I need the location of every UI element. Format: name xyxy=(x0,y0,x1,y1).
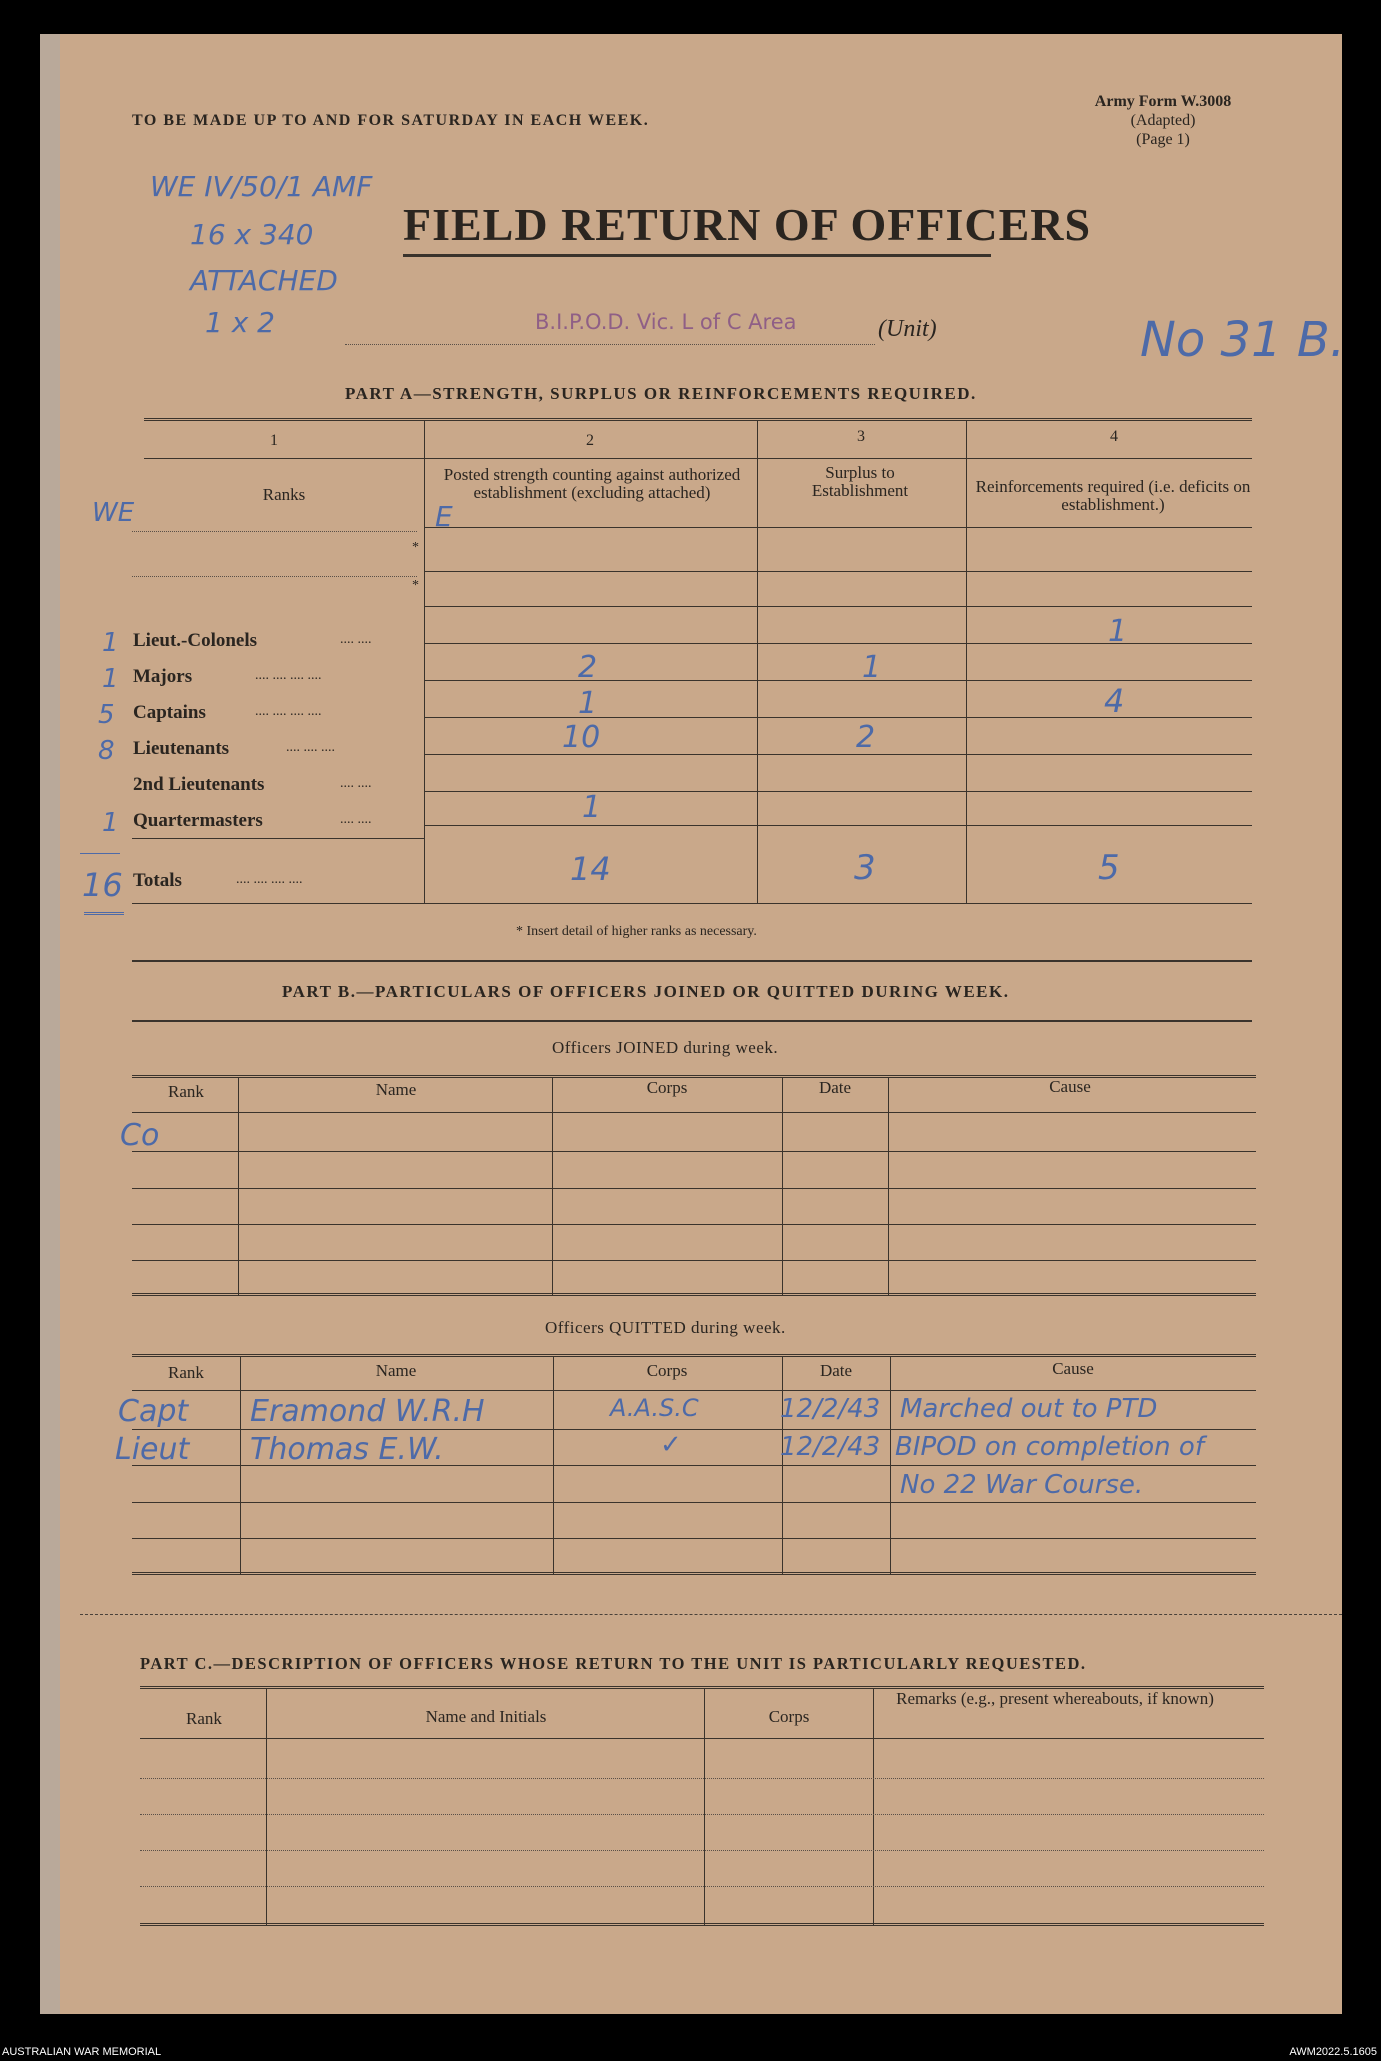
joined-title: Officers JOINED during week. xyxy=(552,1038,779,1057)
footer-accession-number: AWM2022.5.1605 xyxy=(1289,2046,1377,2058)
fold-line xyxy=(80,1614,1342,1615)
quitted-row-line xyxy=(132,1538,1256,1539)
quitted-title: Officers QUITTED during week. xyxy=(545,1318,786,1337)
part-a-row-line xyxy=(424,606,1252,607)
posted-value: 1 xyxy=(582,790,602,825)
unit-label: (Unit) xyxy=(878,316,937,342)
reinforcement-value: 1 xyxy=(1108,614,1128,649)
totals-posted: 14 xyxy=(570,850,611,888)
handwritten-e-mark: E xyxy=(435,500,453,533)
part-a-row-line xyxy=(424,717,1252,718)
rank-label: Captains xyxy=(133,702,206,723)
quitted-cause: Marched out to PTD xyxy=(900,1394,1158,1424)
part-c-col-rank: Rank xyxy=(186,1709,222,1728)
leader-dots: .... .... xyxy=(340,812,372,827)
form-number-block xyxy=(1068,92,1258,149)
header-surplus: Surplus to Establishment xyxy=(811,463,909,500)
part-a-col-divider-3 xyxy=(966,420,967,904)
quitted-date: 12/2/43 xyxy=(780,1432,881,1462)
form-number: Army Form W.3008 xyxy=(1094,93,1232,110)
rank-label: Lieutenants xyxy=(133,738,230,759)
part-a-top-rule xyxy=(144,418,1252,421)
quitted-col-cause: Cause xyxy=(1052,1359,1094,1378)
totals-label: Totals xyxy=(133,870,182,891)
part-b-top-rule xyxy=(132,1020,1252,1022)
part-c-col-name: Name and Initials xyxy=(425,1707,547,1726)
joined-col-divider xyxy=(888,1077,889,1295)
part-c-row-line xyxy=(140,1778,1264,1779)
rank-label: 2nd Lieutenants xyxy=(133,774,265,795)
joined-col-name: Name xyxy=(375,1080,417,1099)
quitted-row-line xyxy=(132,1390,1256,1391)
part-c-col-corps: Corps xyxy=(768,1707,810,1726)
leader-dots: .... .... .... .... xyxy=(255,704,322,719)
quitted-corps: A.A.S.C xyxy=(610,1394,699,1422)
unit-stamp: B.I.P.O.D. Vic. L of C Area xyxy=(535,310,797,334)
part-c-col-divider xyxy=(704,1688,705,1926)
quitted-cause: BIPOD on completion of xyxy=(895,1432,1204,1462)
quitted-col-date: Date xyxy=(819,1361,853,1380)
quitted-bottom-rule xyxy=(132,1572,1256,1575)
joined-col-divider xyxy=(782,1077,783,1295)
handwritten-joined-mark: Co xyxy=(120,1118,160,1153)
handwritten-underline xyxy=(80,853,120,854)
quitted-name: Thomas E.W. xyxy=(250,1432,444,1467)
form-adapted: (Adapted) xyxy=(1130,112,1196,129)
joined-row-line xyxy=(132,1224,1256,1225)
surplus-value: 2 xyxy=(856,720,876,755)
joined-col-divider xyxy=(552,1077,553,1295)
joined-col-divider xyxy=(238,1077,239,1295)
part-a-ranks-bottom-rule xyxy=(132,838,424,839)
row-est-count: 1 xyxy=(102,808,119,838)
posted-value: 2 xyxy=(578,650,598,685)
joined-col-date: Date xyxy=(818,1078,852,1097)
part-c-col-divider xyxy=(873,1688,874,1926)
handwritten-we-mark: WE xyxy=(92,498,135,528)
quitted-rank: Lieut xyxy=(115,1432,190,1467)
part-a-col-divider-1 xyxy=(424,420,425,904)
part-a-row-line xyxy=(424,825,1252,826)
part-c-bottom-rule xyxy=(140,1923,1264,1926)
totals-est-count: 16 xyxy=(82,866,123,904)
part-a-row-line xyxy=(424,643,1252,644)
part-a-end-rule xyxy=(132,960,1252,962)
form-page: (Page 1) xyxy=(1136,131,1190,148)
quitted-cause: No 22 War Course. xyxy=(900,1470,1144,1500)
row-est-count: 8 xyxy=(98,736,115,766)
rank-label: Lieut.-Colonels xyxy=(133,630,258,651)
unit-line xyxy=(345,344,875,345)
col-number-2: 2 xyxy=(586,432,594,449)
leader-dots: .... .... .... .... xyxy=(236,872,303,887)
joined-row-line xyxy=(132,1260,1256,1261)
quitted-rank: Capt xyxy=(118,1394,189,1429)
quitted-name: Eramond W.R.H xyxy=(250,1394,485,1429)
handwritten-we-ref: WE IV/50/1 AMF xyxy=(150,170,373,203)
posted-value: 1 xyxy=(578,686,598,721)
quitted-col-corps: Corps xyxy=(646,1361,688,1380)
row-est-count: 1 xyxy=(102,664,119,694)
row-est-count: 1 xyxy=(102,628,119,658)
part-a-heading: PART A—STRENGTH, SURPLUS OR REINFORCEMENTS REQUIRED. xyxy=(345,384,977,403)
part-a-number-rule xyxy=(144,458,1252,459)
part-a-bottom-rule xyxy=(132,903,1252,904)
quitted-top-rule xyxy=(132,1354,1256,1357)
col-number-3: 3 xyxy=(857,428,865,445)
quitted-row-line xyxy=(132,1502,1256,1503)
part-c-heading: PART C.—DESCRIPTION OF OFFICERS WHOSE RETURN TO THE UNIT IS PARTICULARLY REQUESTED. xyxy=(140,1654,1087,1673)
asterisk-2: * xyxy=(412,578,419,593)
posted-value: 10 xyxy=(562,720,601,755)
joined-row-line xyxy=(132,1188,1256,1189)
part-a-row-line xyxy=(132,531,417,532)
rank-label: Majors xyxy=(133,666,193,687)
joined-bottom-rule xyxy=(132,1293,1256,1296)
page-title: FIELD RETURN OF OFFICERS xyxy=(403,199,1092,250)
row-est-count: 5 xyxy=(98,700,115,730)
part-c-row-line xyxy=(140,1850,1264,1851)
leader-dots: .... .... xyxy=(340,776,372,791)
rank-label: Quartermasters xyxy=(133,810,263,831)
col-number-1: 1 xyxy=(270,432,278,449)
leader-dots: .... .... .... xyxy=(286,740,335,755)
part-a-row-line xyxy=(424,754,1252,755)
part-c-row-line xyxy=(140,1814,1264,1815)
part-c-header-rule xyxy=(140,1738,1264,1739)
joined-col-corps: Corps xyxy=(646,1078,688,1097)
handwritten-attached: ATTACHED xyxy=(190,264,338,297)
reinforcement-value: 4 xyxy=(1104,682,1125,720)
part-a-header-rule xyxy=(424,527,1252,528)
header-posted-strength: Posted strength counting against authorized establishment (excluding attached) xyxy=(443,465,741,502)
leader-dots: .... .... .... .... xyxy=(255,668,322,683)
quitted-row-line xyxy=(132,1429,1256,1430)
part-b-heading: PART B.—PARTICULARS OF OFFICERS JOINED OR QUITTED DURING WEEK. xyxy=(282,982,1010,1001)
part-a-row-line xyxy=(424,680,1252,681)
part-c-col-divider xyxy=(266,1688,267,1926)
joined-col-rank: Rank xyxy=(168,1082,204,1101)
col-number-4: 4 xyxy=(1110,428,1118,445)
part-a-row-line xyxy=(424,571,1252,572)
handwritten-reference-number: No 31 B. xyxy=(1140,312,1346,368)
joined-col-cause: Cause xyxy=(1049,1077,1091,1096)
joined-row-line xyxy=(132,1112,1256,1113)
form-instruction: TO BE MADE UP TO AND FOR SATURDAY IN EACH WEEK. xyxy=(132,112,650,129)
footer-archive-credit: AUSTRALIAN WAR MEMORIAL xyxy=(2,2046,162,2058)
quitted-col-rank: Rank xyxy=(168,1363,204,1382)
header-ranks: Ranks xyxy=(262,485,306,504)
part-a-row-line xyxy=(424,791,1252,792)
part-a-row-line xyxy=(132,576,417,577)
quitted-col-name: Name xyxy=(375,1361,417,1380)
part-a-footnote: * Insert detail of higher ranks as necessary. xyxy=(516,924,757,939)
part-c-col-remarks: Remarks (e.g., present whereabouts, if known) xyxy=(896,1689,1214,1708)
header-reinforcements: Reinforcements required (i.e. deficits on establishment.) xyxy=(975,477,1251,514)
handwritten-strength: 16 x 340 xyxy=(190,218,314,251)
handwritten-attached-count: 1 x 2 xyxy=(205,306,275,339)
handwritten-double-underline xyxy=(84,912,124,915)
totals-reinforcements: 5 xyxy=(1098,848,1120,888)
quitted-corps: ✓ xyxy=(660,1430,682,1460)
part-c-row-line xyxy=(140,1886,1264,1887)
surplus-value: 1 xyxy=(862,650,882,685)
asterisk-1: * xyxy=(412,540,419,555)
leader-dots: .... .... xyxy=(340,632,372,647)
joined-row-line xyxy=(132,1151,1256,1152)
title-underline xyxy=(403,254,991,257)
part-a-col-divider-2 xyxy=(757,420,758,904)
totals-surplus: 3 xyxy=(854,848,876,888)
quitted-date: 12/2/43 xyxy=(780,1394,881,1424)
